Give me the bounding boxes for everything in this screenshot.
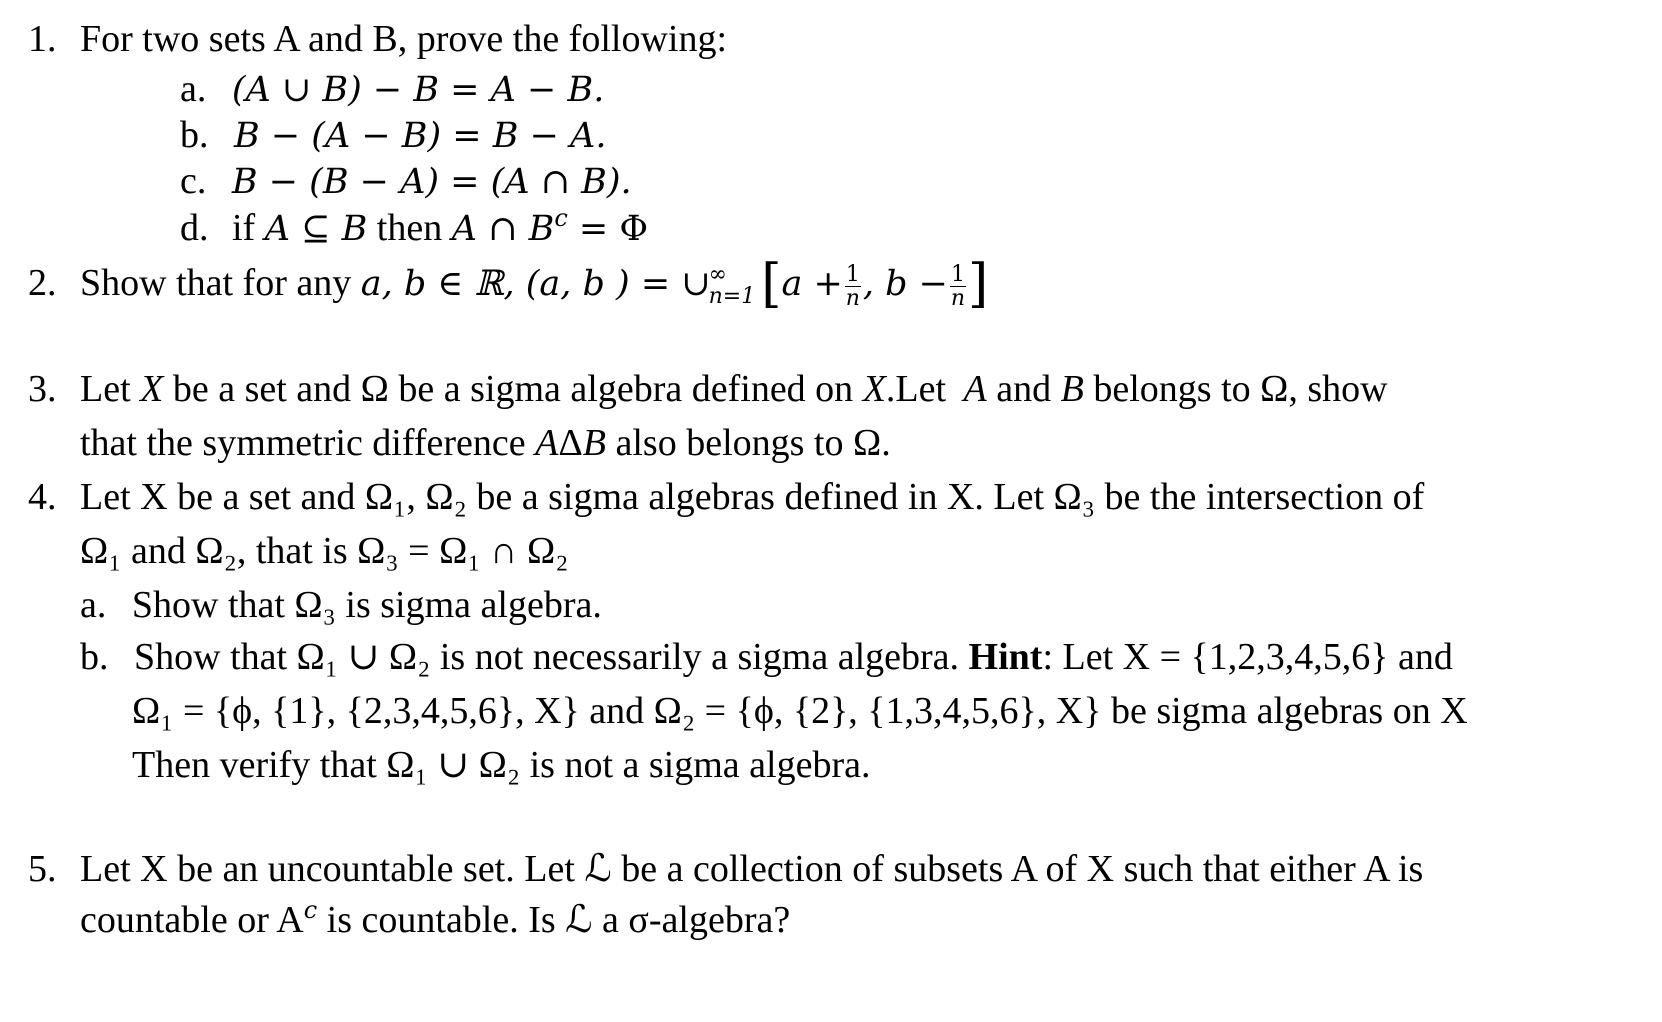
problem-1d-empty-set: = Φ: [567, 209, 649, 249]
problem-5-countable-text: countable or A: [80, 899, 304, 941]
problem-3-show: , show: [1288, 368, 1388, 410]
problem-1c-expression: B − (B − A) = (A ∩ B).: [231, 162, 632, 202]
problem-1-number: 1.: [28, 18, 57, 60]
problem-4b-line-1: [80, 638, 1453, 676]
problem-1-text: For two sets A and B, prove the following:: [80, 18, 728, 60]
problem-2-fraction-1-denominator: n: [845, 285, 860, 311]
problem-2-fraction-2-denominator: n: [950, 285, 966, 311]
problem-3-let: Let: [80, 368, 131, 410]
problem-4b-hint-label: Hint: [968, 636, 1043, 678]
problem-2-union-limits: [709, 264, 756, 308]
problem-2-fraction-2: [950, 263, 966, 310]
problem-2-union-sub: n=1: [708, 284, 756, 310]
problem-1a-expression: (A ∪ B) − B = A − B.: [231, 70, 605, 110]
problem-2-a-plus: a +: [781, 264, 843, 304]
problem-2-union-sup: ∞: [708, 262, 727, 288]
problem-1b-expression: B − (A − B) = B − A.: [234, 116, 607, 156]
problem-2-text: Show that for any: [80, 262, 352, 304]
problem-2-fraction-1: [845, 263, 861, 310]
problem-5-statement-line-1: Let X be an uncountable set. Let ℒ be a collection of subsets A of X such that either A is: [80, 848, 1424, 890]
problem-2-fraction-2-numerator: 1: [950, 261, 965, 287]
problem-1d-if: if: [232, 207, 256, 249]
problem-2-left-bracket: [: [761, 254, 782, 314]
problem-1b-line: [180, 116, 606, 154]
problem-4b-verify-text: Then verify that Ω₁ ∪ Ω₂ is not a sigma algebra.: [132, 744, 871, 786]
problem-4-line-1: [28, 478, 1424, 516]
problem-5-line-2: [80, 898, 790, 939]
problem-1d-subset-expression: A ⊆ B: [264, 209, 368, 249]
problem-1d-then: then: [376, 207, 443, 249]
problem-1d-label: d.: [180, 207, 209, 249]
problem-1a-line: [180, 70, 604, 108]
problem-4-statement-line-1: Let X be a set and Ω₁, Ω₂ be a sigma algebras defined in X. Let Ω₃ be the intersection of: [80, 476, 1425, 518]
problem-4-line-2: [80, 532, 569, 570]
problem-5-complement-superscript: c: [303, 896, 318, 924]
problem-4b-sigma-algebras-definition: Ω₁ = {ϕ, {1}, {2,3,4,5,6}, X} and Ω₂ = {ϕ, {2}, {1,3,4,5,6}, X} be sigma algebras on X: [132, 690, 1468, 732]
problem-5-question: is countable. Is ℒ a σ-algebra?: [317, 899, 791, 941]
problem-2-right-bracket: ]: [967, 254, 989, 314]
problem-3-and: and: [996, 368, 1052, 410]
problem-5-line-1: [28, 850, 1423, 888]
problem-4a-text: Show that Ω₃ is sigma algebra.: [131, 584, 602, 626]
problem-3-line-2: that the symmetric difference AΔB also belongs to Ω.: [80, 422, 891, 464]
problem-3-number: 3.: [28, 368, 57, 410]
problem-4b-label: b.: [80, 636, 109, 678]
problem-4b-line-3: [132, 746, 870, 784]
problem-4-statement-line-2: Ω₁ and Ω₂, that is Ω₃ = Ω₁ ∩ Ω₂: [80, 530, 569, 572]
problem-4-number: 4.: [28, 476, 57, 518]
problem-1-line: [28, 20, 727, 58]
problem-4a-label: a.: [80, 584, 107, 626]
problem-2-interval-expression: a, b ∈ ℝ, (a, b ) = ∪: [360, 264, 711, 304]
problem-2-fraction-1-numerator: 1: [845, 261, 860, 287]
problem-3-also-belongs: also belongs to: [615, 422, 844, 464]
problem-4b-hint-text: : Let X = {1,2,3,4,5,6} and: [1042, 636, 1453, 678]
problem-3-period: .: [881, 422, 891, 464]
problem-3-belongs-to: belongs to: [1093, 368, 1251, 410]
problem-2-number: 2.: [28, 262, 57, 304]
problem-4b-line-2: [132, 692, 1468, 730]
problem-1c-label: c.: [180, 160, 207, 202]
problem-3-symmetric-difference-text: that the symmetric difference: [80, 422, 526, 464]
problem-1d-line: [180, 206, 648, 247]
problem-2-line: [28, 254, 989, 314]
problem-3-be-a-set: be a set and: [172, 368, 352, 410]
problem-1a-label: a.: [180, 68, 207, 110]
problem-3-line-1: 3. Let X be a set and Ω be a sigma algebra defined on X.Let A and B belongs to Ω, show: [28, 368, 1388, 410]
problem-4a-line: [80, 586, 602, 624]
problem-1c-line: [180, 162, 632, 200]
problem-1b-label: b.: [180, 114, 209, 156]
problem-5-number: 5.: [28, 848, 57, 890]
problem-4b-text: Show that Ω₁ ∪ Ω₂ is not necessarily a sigma algebra.: [134, 636, 960, 678]
problem-3-sigma-algebra-defined: be a sigma algebra defined on: [398, 368, 854, 410]
problem-2-b-minus: , b −: [862, 264, 948, 304]
problem-1d-complement-superscript: c: [554, 204, 568, 232]
problem-1d-intersection-expression: A ∩ B: [451, 209, 555, 249]
problem-3-dot-let: .Let: [885, 368, 947, 410]
